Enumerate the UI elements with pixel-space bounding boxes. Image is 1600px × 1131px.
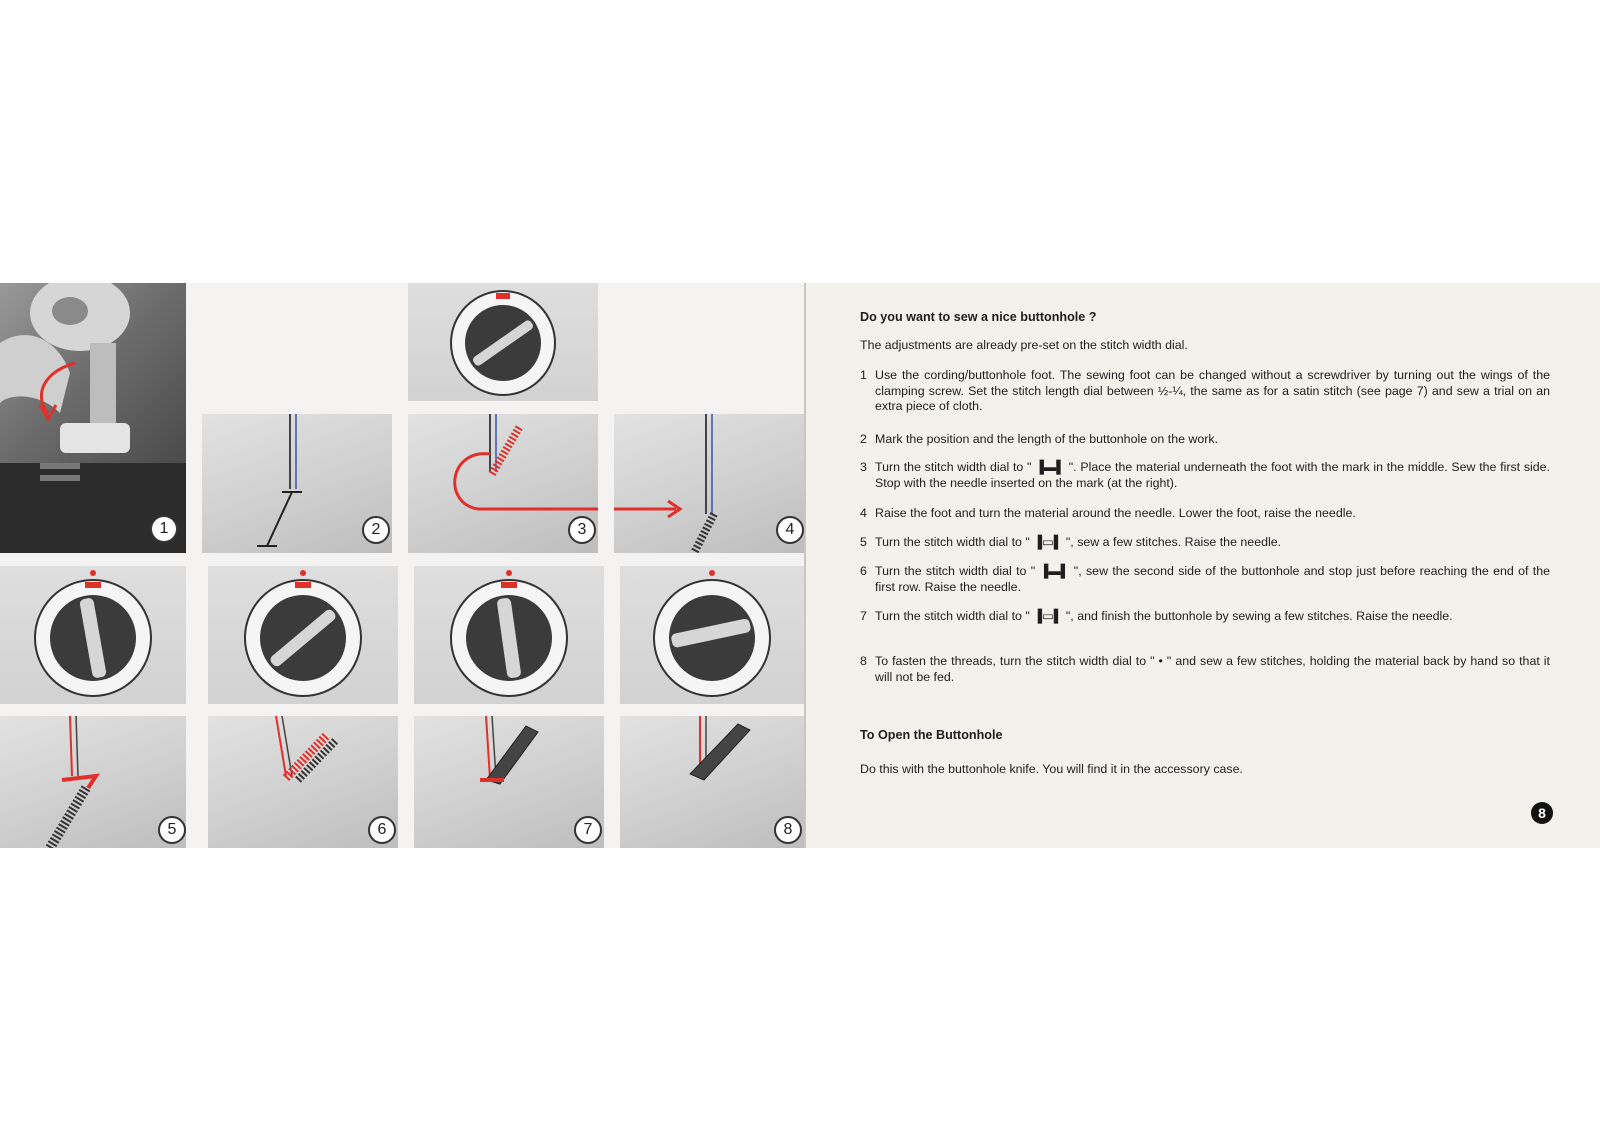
panel-mark-position (202, 414, 392, 553)
stitch-width-dial-icon (414, 566, 604, 704)
stitch-width-dial-icon (620, 566, 804, 704)
step-number-4: 4 (776, 516, 804, 544)
panel-first-side (408, 414, 598, 553)
panel-dial-5 (0, 566, 186, 704)
step-5: 5 Turn the stitch width dial to " ▐▭▌ ", sew a few stitches. Raise the needle. (860, 535, 1282, 549)
panel-dial-7 (414, 566, 604, 704)
open-buttonhole-text: Do this with the buttonhole knife. You will find it in the accessory case. (860, 762, 1243, 776)
panel-dial-6 (208, 566, 398, 704)
heading: Do you want to sew a nice buttonhole ? (860, 310, 1097, 324)
panel-finish-7 (414, 716, 604, 848)
panel-top-dial (408, 283, 598, 401)
red-arrow-icon (455, 454, 598, 509)
stitch-width-dial-icon (208, 566, 398, 704)
step-number-7: 7 (574, 816, 602, 844)
step-number-2: 2 (362, 516, 390, 544)
panel-bartack-5 (0, 716, 186, 848)
panel-fasten-8 (620, 716, 804, 848)
step-1: 1 Use the cording/buttonhole foot. The sewing foot can be changed without a screwdriver by turning out the wings of the clamping screw. Set the stitch length dial between ½-¼, the same as for a satin stitch (see page 7) and sew a trial on an extra piece of cloth. (860, 368, 1550, 413)
step-number-1: 1 (150, 515, 178, 543)
stitch-width-dial-icon (0, 566, 186, 704)
step-4: 4 Raise the foot and turn the material around the needle. Lower the foot, raise the needle. (860, 506, 1356, 520)
step-8: 8 To fasten the threads, turn the stitch width dial to " • " and sew a few stitches, holding the material back by hand so that it will not be fed. (860, 654, 1550, 684)
page-number-badge: 8 (1531, 802, 1553, 824)
step-number-8: 8 (774, 816, 802, 844)
intro-text: The adjustments are already pre-set on the stitch width dial. (860, 338, 1188, 352)
step-2: 2 Mark the position and the length of the buttonhole on the work. (860, 432, 1219, 446)
step-number-3: 3 (568, 516, 596, 544)
photo-presser-foot (0, 283, 186, 553)
panel-dial-8 (620, 566, 804, 704)
step-number-5: 5 (158, 816, 186, 844)
subheading: To Open the Buttonhole (860, 728, 1003, 742)
step-number-6: 6 (368, 816, 396, 844)
presser-foot-illustration (0, 283, 186, 553)
step-6: 6 Turn the stitch width dial to " ▐▬▌ ", sew the second side of the buttonhole and stop just before reaching the end of the first row. Raise the needle. (860, 564, 1550, 594)
step-3: 3 Turn the stitch width dial to " ▐▬▌ ". Place the material underneath the foot with the mark in the middle. Sew the first side. Stop with the needle inserted on the mark (at the right). (860, 460, 1550, 490)
step-7: 7 Turn the stitch width dial to " ▐▭▌ ", and finish the buttonhole by sewing a few stitches. Raise the needle. (860, 609, 1453, 623)
panel-turn-material (614, 414, 804, 553)
panel-second-side-6 (208, 716, 398, 848)
stitch-width-dial-icon (408, 283, 598, 401)
